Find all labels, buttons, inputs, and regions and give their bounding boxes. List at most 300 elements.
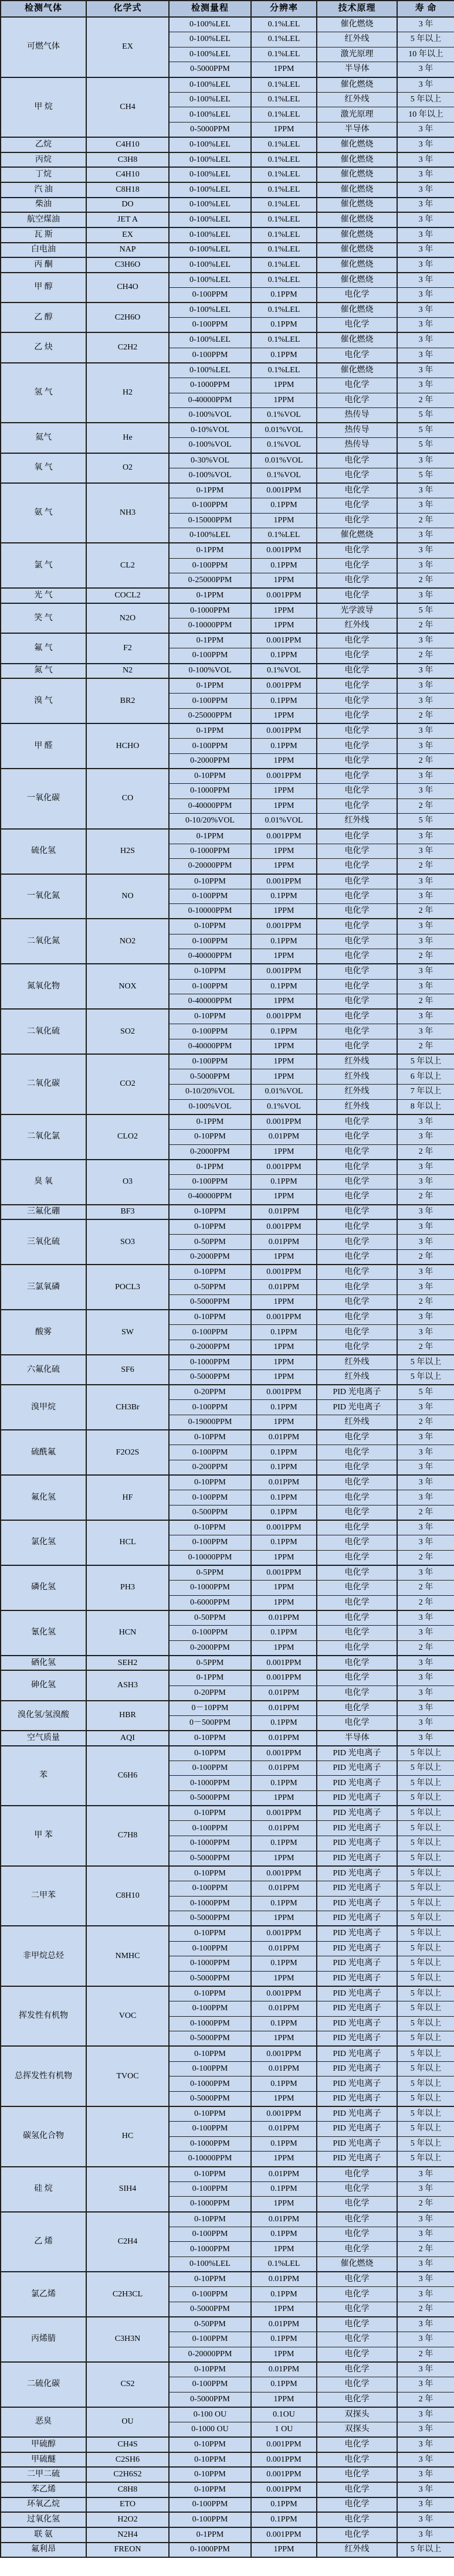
life-cell: 5 年以上 xyxy=(397,2077,454,2092)
range-cell: 0-1PPM xyxy=(169,1670,251,1685)
life-cell: 3 年 xyxy=(397,678,454,694)
principle-cell: 电化学 xyxy=(317,874,397,889)
resolution-cell: 0.001PPM xyxy=(251,1746,317,1761)
life-cell: 5 年以上 xyxy=(397,1776,454,1791)
principle-cell: PID 光电离子 xyxy=(317,1896,397,1911)
column-header-range: 检测量程 xyxy=(169,1,251,17)
table-row xyxy=(1,137,454,152)
range-cell: 0－10PPM xyxy=(169,1701,251,1716)
principle-cell: 催化燃烧 xyxy=(317,257,397,273)
range-cell: 0-2000PPM xyxy=(169,1250,251,1265)
principle-cell: 电化学 xyxy=(317,2242,397,2257)
principle-cell: PID 光电离子 xyxy=(317,1986,397,2001)
life-cell: 2 年 xyxy=(397,1250,454,1265)
resolution-cell: 0.01PPM xyxy=(251,2212,317,2227)
life-cell: 3 年 xyxy=(397,2407,454,2422)
resolution-cell: 0.1%LEL xyxy=(251,32,317,47)
principle-cell: PID 光电离子 xyxy=(317,1746,397,1761)
resolution-cell: 1PPM xyxy=(251,784,317,799)
life-cell: 3 年 xyxy=(397,318,454,333)
resolution-cell: 1PPM xyxy=(251,122,317,137)
resolution-cell: 0.001PPM xyxy=(251,678,317,694)
life-cell: 2 年 xyxy=(397,1595,454,1610)
table-row xyxy=(1,723,454,739)
range-cell: 0-5000PPM xyxy=(169,1069,251,1085)
range-cell: 0-10PPM xyxy=(169,1520,251,1535)
table-row xyxy=(1,2272,454,2287)
range-cell: 0-10PPM xyxy=(169,1731,251,1746)
range-cell: 0-10PPM xyxy=(169,2212,251,2227)
life-cell: 3 年 xyxy=(397,227,454,243)
resolution-cell: 0.001PPM xyxy=(251,633,317,648)
range-cell: 0-100PPM xyxy=(169,934,251,949)
resolution-cell: 0.001PPM xyxy=(251,2527,317,2543)
range-cell: 0-1PPM xyxy=(169,678,251,694)
principle-cell: 电化学 xyxy=(317,994,397,1010)
table-row xyxy=(1,919,454,934)
resolution-cell: 0.1PPM xyxy=(251,1460,317,1476)
table-row xyxy=(1,1385,454,1400)
principle-cell: 电化学 xyxy=(317,1340,397,1355)
gas-name-cell: 氯乙烯 xyxy=(1,2272,86,2317)
principle-cell: 半导体 xyxy=(317,122,397,137)
principle-cell: 电化学 xyxy=(317,288,397,303)
life-cell: 3 年 xyxy=(397,1114,454,1130)
resolution-cell: 0.1%LEL xyxy=(251,198,317,213)
principle-cell: 电化学 xyxy=(317,1505,397,1520)
resolution-cell: 0.1%VOL xyxy=(251,1099,317,1114)
resolution-cell: 0.01PPM xyxy=(251,1205,317,1220)
range-cell: 0-2000PPM xyxy=(169,1640,251,1656)
range-cell: 0-10PPM xyxy=(169,1986,251,2001)
gas-name-cell: 航空煤油 xyxy=(1,212,86,227)
range-cell: 0-100%LEL xyxy=(169,167,251,182)
range-cell: 0-100PPM xyxy=(169,1881,251,1896)
resolution-cell: 1PPM xyxy=(251,1054,317,1069)
gas-name-cell: 甲硫醚 xyxy=(1,2452,86,2468)
formula-cell: N2 xyxy=(86,664,169,679)
table-row xyxy=(1,2167,454,2182)
range-cell: 0-100%LEL xyxy=(169,257,251,273)
resolution-cell: 0.001PPM xyxy=(251,1926,317,1941)
gas-name-cell: 硫化氢 xyxy=(1,829,86,874)
life-cell: 3 年 xyxy=(397,2437,454,2452)
life-cell: 3 年 xyxy=(397,844,454,859)
life-cell: 5 年以上 xyxy=(397,2136,454,2152)
life-cell: 3 年 xyxy=(397,934,454,949)
range-cell: 0-10PPM xyxy=(169,874,251,889)
table-row xyxy=(1,1731,454,1746)
table-row xyxy=(1,2543,454,2558)
range-cell: 0-100%LEL xyxy=(169,152,251,168)
gas-name-cell: 二氧化氮 xyxy=(1,919,86,964)
life-cell: 5 年以上 xyxy=(397,2122,454,2137)
resolution-cell: 0.1PPM xyxy=(251,2512,317,2527)
principle-cell: 电化学 xyxy=(317,708,397,723)
life-cell: 5 年 xyxy=(397,408,454,423)
principle-cell: 红外线 xyxy=(317,2543,397,2558)
range-cell: 0-20000PPM xyxy=(169,2347,251,2362)
life-cell: 3 年 xyxy=(397,2512,454,2527)
resolution-cell: 0.01%VOL xyxy=(251,1084,317,1099)
table-row xyxy=(1,829,454,844)
resolution-cell: 0.01PPM xyxy=(251,1685,317,1701)
formula-cell: HC xyxy=(86,2106,169,2167)
resolution-cell: 1PPM xyxy=(251,513,317,528)
range-cell: 0-20PPM xyxy=(169,1385,251,1400)
range-cell: 0-100PPM xyxy=(169,348,251,363)
life-cell: 3 年 xyxy=(397,1310,454,1325)
table-row xyxy=(1,1866,454,1881)
gas-name-cell: 氟 气 xyxy=(1,633,86,663)
life-cell: 5 年以上 xyxy=(397,1836,454,1851)
formula-cell: C4H10 xyxy=(86,167,169,182)
gas-name-cell: 乙 烯 xyxy=(1,2212,86,2272)
range-cell: 0-100PPM xyxy=(169,2227,251,2242)
resolution-cell: 0.01PPM xyxy=(251,1430,317,1445)
range-cell: 0-100%LEL xyxy=(169,227,251,243)
range-cell: 0-5000PPM xyxy=(169,62,251,77)
gas-name-cell: 笑 气 xyxy=(1,603,86,633)
resolution-cell: 0.1PPM xyxy=(251,2077,317,2092)
range-cell: 0-5000PPM xyxy=(169,1971,251,1986)
principle-cell: 电化学 xyxy=(317,1626,397,1641)
life-cell: 8 年以上 xyxy=(397,1099,454,1114)
life-cell: 3 年 xyxy=(397,1325,454,1340)
formula-cell: SW xyxy=(86,1310,169,1355)
principle-cell: 电化学 xyxy=(317,2377,397,2393)
gas-name-cell: 环氧乙烷 xyxy=(1,2497,86,2513)
principle-cell: PID 光电离子 xyxy=(317,2152,397,2167)
gas-name-cell: 挥发性有机物 xyxy=(1,1986,86,2047)
formula-cell: HCN xyxy=(86,1610,169,1656)
life-cell: 5 年以上 xyxy=(397,1806,454,1821)
table-row xyxy=(1,1310,454,1325)
resolution-cell: 0.1PPM xyxy=(251,889,317,904)
resolution-cell: 1PPM xyxy=(251,2302,317,2317)
resolution-cell: 0.01PPM xyxy=(251,1280,317,1295)
resolution-cell: 0.01%VOL xyxy=(251,453,317,468)
range-cell: 0-10/20%VOL xyxy=(169,1084,251,1099)
life-cell: 5 年以上 xyxy=(397,92,454,107)
table-row xyxy=(1,1806,454,1821)
principle-cell: 电化学 xyxy=(317,1670,397,1685)
gas-name-cell: 总挥发性有机物 xyxy=(1,2046,86,2106)
formula-cell: SF6 xyxy=(86,1355,169,1385)
life-cell: 3 年 xyxy=(397,1715,454,1731)
gas-name-cell: 氦气 xyxy=(1,423,86,453)
range-cell: 0-5000PPM xyxy=(169,1370,251,1385)
resolution-cell: 0.001PPM xyxy=(251,1866,317,1881)
resolution-cell: 1PPM xyxy=(251,2091,317,2106)
range-cell: 0-100PPM xyxy=(169,1761,251,1776)
principle-cell: PID 光电离子 xyxy=(317,2091,397,2106)
range-cell: 0-100%LEL xyxy=(169,107,251,123)
formula-cell: O2 xyxy=(86,453,169,483)
principle-cell: PID 光电离子 xyxy=(317,1926,397,1941)
table-row xyxy=(1,212,454,227)
range-cell: 0-10PPM xyxy=(169,1205,251,1220)
life-cell: 3 年 xyxy=(397,784,454,799)
table-row xyxy=(1,303,454,318)
table-row xyxy=(1,257,454,273)
principle-cell: 电化学 xyxy=(317,1581,397,1596)
range-cell: 0-100%VOL xyxy=(169,408,251,423)
gas-name-cell: 氟化氢 xyxy=(1,1475,86,1520)
principle-cell: 电化学 xyxy=(317,558,397,573)
principle-cell: 红外线 xyxy=(317,1084,397,1099)
range-cell: 0-10PPM xyxy=(169,2482,251,2497)
resolution-cell: 0.01PPM xyxy=(251,1761,317,1776)
resolution-cell: 0.1%LEL xyxy=(251,212,317,227)
range-cell: 0-20PPM xyxy=(169,1685,251,1701)
principle-cell: 红外线 xyxy=(317,1069,397,1085)
table-row xyxy=(1,2512,454,2527)
resolution-cell: 0.001PPM xyxy=(251,588,317,603)
range-cell: 0-100PPM xyxy=(169,2377,251,2393)
life-cell: 2 年 xyxy=(397,513,454,528)
range-cell: 0-1000PPM xyxy=(169,784,251,799)
life-cell: 10 年以上 xyxy=(397,107,454,123)
resolution-cell: 0.001PPM xyxy=(251,543,317,558)
formula-cell: N2O xyxy=(86,603,169,633)
resolution-cell: 0.1%LEL xyxy=(251,167,317,182)
life-cell: 6 年以上 xyxy=(397,1069,454,1085)
range-cell: 0-10000PPM xyxy=(169,2152,251,2167)
life-cell: 3 年 xyxy=(397,453,454,468)
principle-cell: 电化学 xyxy=(317,784,397,799)
formula-cell: COCL2 xyxy=(86,588,169,603)
resolution-cell: 0.1%LEL xyxy=(251,137,317,152)
principle-cell: 电化学 xyxy=(317,1565,397,1581)
principle-cell: 电化学 xyxy=(317,2467,397,2482)
principle-cell: PID 光电离子 xyxy=(317,1776,397,1791)
range-cell: 0-100%VOL xyxy=(169,468,251,483)
principle-cell: PID 光电离子 xyxy=(317,2031,397,2047)
principle-cell: 电化学 xyxy=(317,1280,397,1295)
range-cell: 0-100PPM xyxy=(169,558,251,573)
life-cell: 2 年 xyxy=(397,1039,454,1055)
principle-cell: 电化学 xyxy=(317,829,397,844)
range-cell: 0-10PPM xyxy=(169,1219,251,1235)
formula-cell: H2S xyxy=(86,829,169,874)
principle-cell: 红外线 xyxy=(317,1355,397,1370)
life-cell: 3 年 xyxy=(397,1535,454,1551)
range-cell: 0-100PPM xyxy=(169,2287,251,2302)
principle-cell: 催化燃烧 xyxy=(317,2256,397,2272)
resolution-cell: 1PPM xyxy=(251,798,317,814)
resolution-cell: 1PPM xyxy=(251,1039,317,1055)
range-cell: 0-40000PPM xyxy=(169,1039,251,1055)
principle-cell: 催化燃烧 xyxy=(317,303,397,318)
resolution-cell: 0.1PPM xyxy=(251,1505,317,1520)
life-cell: 5 年以上 xyxy=(397,1956,454,1972)
range-cell: 0-20000PPM xyxy=(169,859,251,874)
life-cell: 5 年以上 xyxy=(397,1054,454,1069)
table-row xyxy=(1,603,454,618)
gas-name-cell: 氧 气 xyxy=(1,453,86,483)
range-cell: 0-100%LEL xyxy=(169,2256,251,2272)
table-row xyxy=(1,167,454,182)
resolution-cell: 0.01%VOL xyxy=(251,814,317,829)
range-cell: 0-10PPM xyxy=(169,2272,251,2287)
table-row xyxy=(1,273,454,288)
formula-cell: H2O2 xyxy=(86,2512,169,2527)
life-cell: 3 年 xyxy=(397,2287,454,2302)
resolution-cell: 1PPM xyxy=(251,1250,317,1265)
life-cell: 2 年 xyxy=(397,573,454,589)
principle-cell: 电化学 xyxy=(317,1144,397,1160)
life-cell: 3 年 xyxy=(397,1670,454,1685)
range-cell: 0-5000PPM xyxy=(169,1911,251,1926)
range-cell: 0-10PPM xyxy=(169,769,251,784)
range-cell: 0-100PPM xyxy=(169,1400,251,1415)
resolution-cell: 1PPM xyxy=(251,2347,317,2362)
resolution-cell: 0.001PPM xyxy=(251,2046,317,2061)
resolution-cell: 0.001PPM xyxy=(251,1670,317,1685)
principle-cell: 电化学 xyxy=(317,1039,397,1055)
gas-name-cell: 氰化氢 xyxy=(1,1610,86,1656)
column-header-life: 寿 命 xyxy=(397,1,454,17)
resolution-cell: 0.001PPM xyxy=(251,1520,317,1535)
principle-cell: 电化学 xyxy=(317,1294,397,1310)
principle-cell: 红外线 xyxy=(317,32,397,47)
formula-cell: C8H18 xyxy=(86,182,169,198)
life-cell: 5 年以上 xyxy=(397,2046,454,2061)
range-cell: 0-100PPM xyxy=(169,648,251,664)
life-cell: 3 年 xyxy=(397,257,454,273)
range-cell: 0-1000PPM xyxy=(169,1896,251,1911)
gas-name-cell: 丙烷 xyxy=(1,152,86,168)
life-cell: 3 年 xyxy=(397,1731,454,1746)
gas-name-cell: 二硫化碳 xyxy=(1,2362,86,2407)
gas-name-cell: 苯乙烯 xyxy=(1,2482,86,2497)
range-cell: 0-40000PPM xyxy=(169,393,251,408)
principle-cell: 电化学 xyxy=(317,2212,397,2227)
range-cell: 0-25000PPM xyxy=(169,708,251,723)
gas-name-cell: 柴油 xyxy=(1,198,86,213)
range-cell: 0-100PPM xyxy=(169,739,251,754)
principle-cell: PID 光电离子 xyxy=(317,2136,397,2152)
resolution-cell: 1PPM xyxy=(251,1415,317,1430)
resolution-cell: 1PPM xyxy=(251,618,317,634)
table-row xyxy=(1,2212,454,2227)
principle-cell: PID 光电离子 xyxy=(317,1836,397,1851)
resolution-cell: 0.01PPM xyxy=(251,2272,317,2287)
resolution-cell: 0.1OU xyxy=(251,2407,317,2422)
resolution-cell: 0.1PPM xyxy=(251,1490,317,1506)
resolution-cell: 0.1%VOL xyxy=(251,408,317,423)
principle-cell: 电化学 xyxy=(317,934,397,949)
resolution-cell: 1PPM xyxy=(251,573,317,589)
formula-cell: CO2 xyxy=(86,1054,169,1114)
gas-name-cell: 丙烯腈 xyxy=(1,2317,86,2362)
resolution-cell: 1PPM xyxy=(251,1911,317,1926)
principle-cell: PID 光电离子 xyxy=(317,2001,397,2017)
table-row xyxy=(1,664,454,679)
formula-cell: NO2 xyxy=(86,919,169,964)
principle-cell: PID 光电离子 xyxy=(317,2077,397,2092)
gas-name-cell: 丁烷 xyxy=(1,167,86,182)
life-cell: 5 年以上 xyxy=(397,2091,454,2106)
resolution-cell: 0.1PPM xyxy=(251,1174,317,1190)
resolution-cell: 0.001PPM xyxy=(251,2106,317,2122)
life-cell: 3 年 xyxy=(397,2256,454,2272)
range-cell: 0-10%VOL xyxy=(169,423,251,438)
gas-name-cell: 三氯氧磷 xyxy=(1,1265,86,1310)
resolution-cell: 0.001PPM xyxy=(251,1160,317,1175)
range-cell: 0-1000PPM xyxy=(169,2136,251,2152)
range-cell: 0-200PPM xyxy=(169,1460,251,1476)
table-row xyxy=(1,243,454,258)
range-cell: 0-10PPM xyxy=(169,2167,251,2182)
principle-cell: 电化学 xyxy=(317,769,397,784)
life-cell: 5 年以上 xyxy=(397,1941,454,1956)
principle-cell: 电化学 xyxy=(317,859,397,874)
life-cell: 2 年 xyxy=(397,1190,454,1205)
range-cell: 0-5PPM xyxy=(169,1565,251,1581)
resolution-cell: 0.1PPM xyxy=(251,934,317,949)
table-row xyxy=(1,2407,454,2422)
formula-cell: ETO xyxy=(86,2497,169,2513)
formula-cell: C2H6O xyxy=(86,303,169,332)
life-cell: 5 年以上 xyxy=(397,1926,454,1941)
life-cell: 3 年 xyxy=(397,1626,454,1641)
range-cell: 0-10PPM xyxy=(169,2046,251,2061)
gas-name-cell: 臭 氧 xyxy=(1,1160,86,1205)
life-cell: 3 年 xyxy=(397,288,454,303)
principle-cell: PID 光电离子 xyxy=(317,1911,397,1926)
range-cell: 0-1PPM xyxy=(169,723,251,739)
range-cell: 0-5000PPM xyxy=(169,2392,251,2407)
resolution-cell: 0.01PPM xyxy=(251,1610,317,1626)
table-row xyxy=(1,964,454,979)
range-cell: 0-19000PPM xyxy=(169,1415,251,1430)
range-cell: 0-1000PPM xyxy=(169,844,251,859)
formula-cell: He xyxy=(86,423,169,453)
range-cell: 0-5PPM xyxy=(169,1656,251,1671)
life-cell: 3 年 xyxy=(397,829,454,844)
life-cell: 2 年 xyxy=(397,1505,454,1520)
gas-name-cell: 甲 苯 xyxy=(1,1806,86,1866)
range-cell: 0-100PPM xyxy=(169,2512,251,2527)
header-row xyxy=(1,1,454,17)
table-row xyxy=(1,2106,454,2122)
resolution-cell: 0.01PPM xyxy=(251,1235,317,1250)
range-cell: 0-5000PPM xyxy=(169,122,251,137)
formula-cell: C2H2 xyxy=(86,332,169,362)
life-cell: 3 年 xyxy=(397,2362,454,2377)
range-cell: 0-10000PPM xyxy=(169,618,251,634)
life-cell: 5 年以上 xyxy=(397,32,454,47)
resolution-cell: 1 OU xyxy=(251,2422,317,2438)
gas-name-cell: 甲 醇 xyxy=(1,273,86,303)
principle-cell: 红外线 xyxy=(317,1370,397,1385)
range-cell: 0-1PPM xyxy=(169,829,251,844)
resolution-cell: 0.1PPM xyxy=(251,979,317,994)
life-cell: 3 年 xyxy=(397,1235,454,1250)
formula-cell: HBR xyxy=(86,1701,169,1731)
table-body xyxy=(1,17,454,2557)
range-cell: 0-1PPM xyxy=(169,483,251,498)
resolution-cell: 0.1PPM xyxy=(251,498,317,514)
table-row xyxy=(1,2362,454,2377)
formula-cell: BF3 xyxy=(86,1205,169,1220)
life-cell: 3 年 xyxy=(397,769,454,784)
resolution-cell: 0.1%VOL xyxy=(251,468,317,483)
principle-cell: 电化学 xyxy=(317,1685,397,1701)
resolution-cell: 0.1PPM xyxy=(251,348,317,363)
